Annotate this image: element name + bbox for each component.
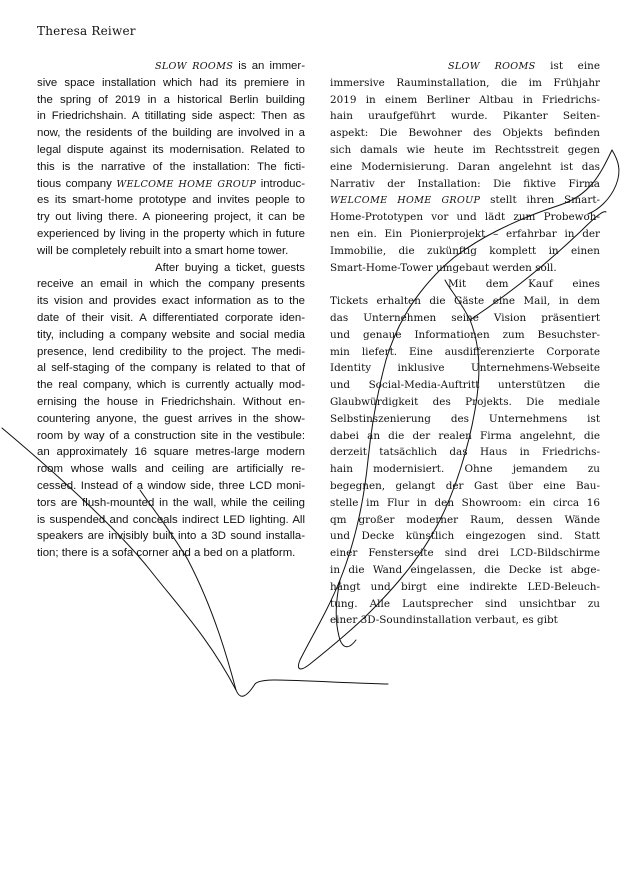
text-line xyxy=(330,108,600,125)
text-fragment: the spring of 2019 in a historical Berlin building xyxy=(37,93,305,106)
text-fragment: einer Fensterseite sind drei LCD-Bildschirme xyxy=(330,547,600,560)
text-fragment: the real company, which is currently actually mod- xyxy=(37,379,305,392)
text-fragment: introduc- xyxy=(256,177,306,190)
text-fragment: in Friedrichshain. A titillating side aspect: Then as xyxy=(37,110,305,123)
text-fragment: now, the residents of the building are involved in a xyxy=(37,127,305,140)
text-fragment: tion; there is a sofa corner and a bed on a platform. xyxy=(37,547,296,560)
text-fragment: experienced by living in the property which in future xyxy=(37,227,305,240)
text-line xyxy=(37,276,305,293)
text-line xyxy=(37,176,305,193)
title-phrase: WELCOME HOME GROUP xyxy=(330,195,481,207)
text-fragment: und Decke künstlich eingezogen sind. Statt xyxy=(330,530,600,543)
text-fragment: sive space installation which had its premiere in xyxy=(37,76,305,89)
text-fragment: speakers are invisibly built into a 3D sound installa- xyxy=(37,530,305,543)
text-fragment: After buying a ticket, guests xyxy=(155,261,305,274)
text-line xyxy=(37,327,305,344)
text-line xyxy=(37,75,305,92)
text-fragment: 2019 in einem Berliner Altbau in Friedrichs- xyxy=(330,93,600,106)
text-line xyxy=(330,125,600,142)
text-fragment: countering anyone, the guest arrives in the show- xyxy=(37,412,305,425)
text-line xyxy=(330,562,600,579)
text-fragment: in die Wand eingelassen, die Decke ist abge- xyxy=(330,563,600,576)
text-line xyxy=(330,444,600,461)
text-fragment: derzeit tatsächlich das Haus in Friedrichs- xyxy=(330,446,600,459)
text-line xyxy=(330,75,600,92)
title-phrase: SLOW ROOMS xyxy=(155,61,234,72)
text-line xyxy=(37,159,305,176)
text-fragment: ist eine xyxy=(535,60,600,72)
text-line xyxy=(37,495,305,512)
english-column xyxy=(37,58,305,562)
text-line xyxy=(330,226,600,243)
text-line xyxy=(330,512,600,529)
text-line xyxy=(37,125,305,142)
text-fragment: hängt und birgt eine indirekte LED-Beleuch- xyxy=(330,580,600,593)
text-fragment: is suspended and conceals indirect LED lighting. All xyxy=(37,513,305,526)
text-fragment: this is the narrative of the installation: The ficti- xyxy=(37,160,305,173)
text-line xyxy=(330,260,600,277)
text-line xyxy=(37,243,305,260)
text-line xyxy=(37,394,305,411)
text-line xyxy=(37,428,305,445)
text-line xyxy=(37,545,305,562)
german-column xyxy=(330,58,600,629)
text-fragment: nen ein. Ein Pionierprojekt – erfahrbar in der xyxy=(330,227,600,240)
text-fragment: tung. Alle Lautsprecher sind unsichtbar zu xyxy=(330,597,600,610)
text-line xyxy=(330,327,600,344)
text-line xyxy=(330,411,600,428)
text-line xyxy=(37,92,305,109)
text-line xyxy=(330,209,600,226)
text-fragment: ernising the house in Friedrichshain. Without en- xyxy=(37,395,305,408)
text-line xyxy=(37,360,305,377)
text-fragment: es its smart-home prototype and invites people to xyxy=(37,194,305,207)
text-fragment: dabei an die der realen Firma angelehnt, die xyxy=(330,429,600,442)
text-line xyxy=(37,293,305,310)
text-line xyxy=(330,528,600,545)
text-line xyxy=(330,360,600,377)
text-line xyxy=(330,596,600,613)
text-fragment: eine Modernisierung. Daran angelehnt ist das xyxy=(330,160,600,173)
text-line xyxy=(37,461,305,478)
text-fragment: das Unternehmen seine Vision präsentiert xyxy=(330,311,600,324)
text-fragment: Selbstinszenierung des Unternehmens ist xyxy=(330,412,600,425)
text-line xyxy=(37,142,305,159)
text-fragment: al self-staging of the company is related to that of xyxy=(37,362,305,375)
text-line xyxy=(330,461,600,478)
text-line xyxy=(37,344,305,361)
text-fragment: try out living there. A pioneering project, it can be xyxy=(37,211,305,224)
text-fragment: room whose walls and ceiling are artificially re- xyxy=(37,463,305,476)
text-fragment: Identity inklusive Unternehmens-Webseite xyxy=(330,362,600,375)
text-line xyxy=(37,58,305,75)
text-line xyxy=(37,528,305,545)
text-fragment: sich damals wie heute im Rechtsstreit gegen xyxy=(330,143,600,156)
text-line xyxy=(330,344,600,361)
text-line xyxy=(37,411,305,428)
author-name: Theresa Reiwer xyxy=(37,24,136,38)
text-line xyxy=(330,612,600,629)
text-line xyxy=(330,293,600,310)
text-fragment: cessed. Instead of a window side, three LCD moni- xyxy=(37,479,305,492)
text-line xyxy=(330,58,600,75)
text-fragment: an approximately 16 square metres-large modern xyxy=(37,446,305,459)
text-line xyxy=(330,478,600,495)
text-line xyxy=(330,192,600,209)
text-fragment: receive an email in which the company presents xyxy=(37,278,305,291)
text-line xyxy=(330,276,600,293)
text-line xyxy=(330,92,600,109)
text-line xyxy=(330,310,600,327)
text-line xyxy=(330,243,600,260)
text-line xyxy=(330,142,600,159)
text-line xyxy=(330,377,600,394)
text-line xyxy=(37,209,305,226)
text-fragment: begegnen, gelangt der Gast über eine Bau- xyxy=(330,479,600,492)
text-line xyxy=(37,192,305,209)
text-fragment: einer 3D-Soundinstallation verbaut, es gibt xyxy=(330,614,558,627)
text-fragment: hain modernisiert. Ohne jemandem zu xyxy=(330,463,600,476)
text-line xyxy=(37,260,305,277)
title-phrase: WELCOME HOME GROUP xyxy=(116,178,257,190)
text-fragment: Home-Prototypen vor und lädt zum Probewoh- xyxy=(330,211,600,224)
text-line xyxy=(330,495,600,512)
text-fragment: Narrativ der Installation: Die fiktive Firma xyxy=(330,177,600,190)
text-line xyxy=(330,545,600,562)
text-fragment: will be completely rebuilt into a smart home tower. xyxy=(37,244,289,257)
text-fragment: Glaubwürdigkeit des Projekts. Die mediale xyxy=(330,395,600,408)
text-fragment: und genaue Informationen zum Besuchster- xyxy=(330,328,600,341)
text-fragment: Mit dem Kauf eines xyxy=(448,278,600,291)
text-line xyxy=(37,108,305,125)
text-fragment: immersive Rauminstallation, die im Frühjahr xyxy=(330,76,600,89)
text-line xyxy=(330,428,600,445)
text-fragment: presence, lend credibility to the project. The medi- xyxy=(37,345,305,358)
text-line xyxy=(330,159,600,176)
text-fragment: legal dispute against its modernisation. Related to xyxy=(37,143,305,156)
text-line xyxy=(37,444,305,461)
text-fragment: Tickets erhalten die Gäste eine Mail, in dem xyxy=(330,295,600,308)
text-fragment: Smart-Home-Tower umgebaut werden soll. xyxy=(330,261,557,274)
text-line xyxy=(330,176,600,193)
text-line xyxy=(330,579,600,596)
text-fragment: qm großer moderner Raum, dessen Wände xyxy=(330,513,600,526)
text-fragment: und Social-Media-Auftritt unterstützen die xyxy=(330,379,600,392)
text-line xyxy=(37,226,305,243)
text-fragment: is an immer- xyxy=(233,60,305,72)
text-fragment: room by way of a construction site in the vestibule: xyxy=(37,429,305,442)
text-line xyxy=(37,478,305,495)
text-fragment: Immobilie, die zukünftig komplett in einen xyxy=(330,244,600,257)
text-fragment: aspekt: Die Bewohner des Objekts befinden xyxy=(330,127,600,140)
text-fragment: tors are flush-mounted in the wall, while the ceiling xyxy=(37,496,305,509)
text-line xyxy=(37,512,305,529)
text-line xyxy=(37,377,305,394)
text-fragment: min liefert. Eine ausdifferenzierte Corporate xyxy=(330,345,600,358)
text-line xyxy=(330,394,600,411)
text-line xyxy=(37,310,305,327)
text-fragment: hain uraufgeführt wurde. Pikanter Seiten- xyxy=(330,110,600,123)
text-fragment: stelle im Flur in den Showroom: ein circa 16 xyxy=(330,496,600,509)
text-fragment: stellt ihren Smart- xyxy=(480,194,601,207)
text-fragment: date of their visit. A differentiated corporate iden- xyxy=(37,311,305,324)
title-phrase: SLOW ROOMS xyxy=(448,61,536,72)
text-fragment: its vision and provides exact information as to the xyxy=(37,295,305,308)
text-fragment: tious company xyxy=(37,177,117,190)
text-fragment: tity, including a company website and social media xyxy=(37,328,305,341)
